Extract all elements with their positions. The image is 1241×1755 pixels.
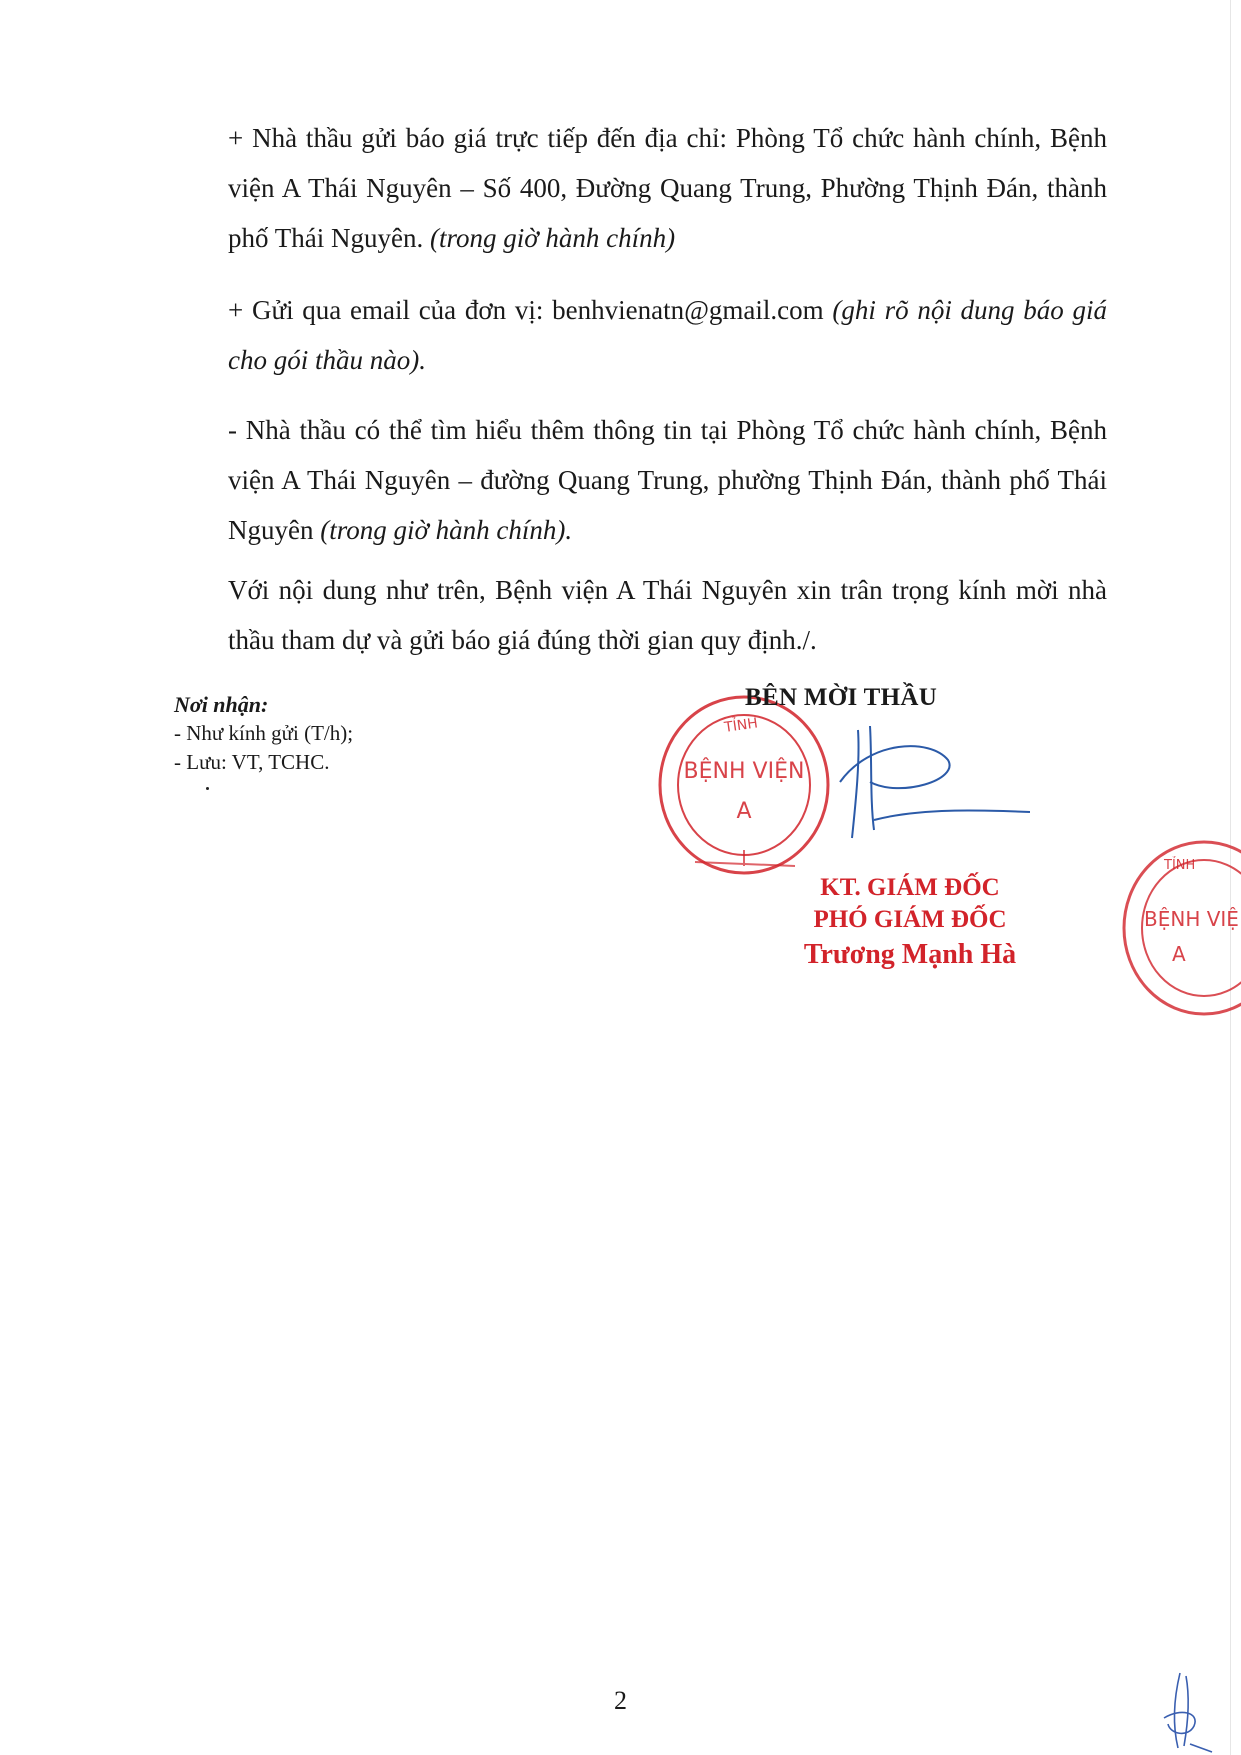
seal-letter: A — [736, 799, 752, 824]
signing-party: BÊN MỜI THẦU — [745, 684, 938, 711]
partial-seal-text: BỆNH VIỆ — [1144, 907, 1239, 931]
paragraph-text: + Nhà thầu gửi báo giá trực tiếp đến địa chỉ: Phòng Tổ chức hành chính, Bệnh viện A Thái Nguyên – Số 400, Đường Quang Trung, Phường Thịnh Đán, thành phố Thái Nguyên. — [228, 123, 1107, 253]
paragraph-direct-submission — [162, 113, 1107, 263]
paragraph-email-submission — [162, 285, 1107, 385]
paragraph-text: + Gửi qua email của đơn vị: benhvienatn@gmail.com — [228, 295, 824, 325]
paragraph-text: - Nhà thầu có thể tìm hiểu thêm thông tin tại Phòng Tổ chức hành chính, Bệnh viện A Thái Nguyên – đường Quang Trung, phường Thịnh Đán, thành phố Thái Nguyên — [228, 415, 1107, 545]
signatory-name: Trương Mạnh Hà — [803, 939, 1017, 970]
recipient-item: - Như kính gửi (T/h); — [174, 721, 354, 745]
seal-top-text: TỈNH — [723, 715, 759, 736]
signatory-title: KT. GIÁM ĐỐC — [820, 874, 1000, 901]
seal-center-text: BỆNH VIỆN — [683, 759, 805, 784]
hospital-seal-icon — [655, 690, 833, 880]
page-number: 2 — [614, 1686, 627, 1715]
recipients-block — [174, 690, 353, 777]
paragraph-text: Với nội dung như trên, Bệnh viện A Thái Nguyên xin trân trọng kính mời nhà thầu tham dự và gửi báo giá đúng thời gian quy định./. — [228, 575, 1107, 655]
paragraph-invitation — [162, 565, 1107, 665]
initial-mark-icon — [1150, 1668, 1220, 1753]
partial-seal-icon — [1114, 833, 1241, 1023]
signatory-position: PHÓ GIÁM ĐỐC — [813, 906, 1007, 933]
paragraph-italic: (trong giờ hành chính). — [320, 515, 573, 545]
paragraph-more-info — [162, 405, 1107, 555]
partial-seal-top: TỈNH — [1164, 858, 1196, 873]
recipient-item: - Lưu: VT, TCHC. — [174, 750, 330, 774]
signature-icon — [830, 720, 1030, 850]
recipients-title: Nơi nhận: — [174, 692, 269, 717]
paragraph-italic: (trong giờ hành chính) — [429, 223, 676, 253]
stray-dot — [206, 787, 209, 790]
signatory-block — [760, 872, 1060, 974]
partial-seal — [1114, 833, 1241, 1023]
paragraph-italic: (ghi rõ nội dung báo giá cho gói thầu nào). — [228, 295, 1107, 375]
partial-seal-letter: A — [1172, 942, 1186, 966]
